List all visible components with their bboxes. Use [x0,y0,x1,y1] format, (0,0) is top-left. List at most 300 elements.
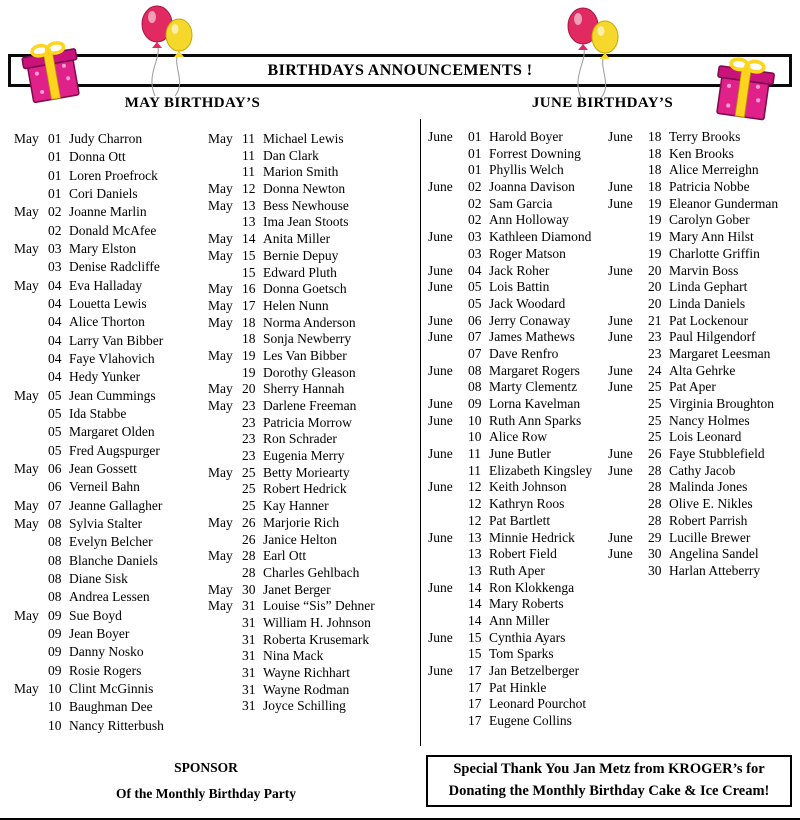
day-label: 23 [242,431,256,447]
may-birthdays-column-1 [14,131,206,736]
name-label: Roberta Krusemark [263,631,370,647]
birthday-row [208,281,416,298]
birthday-row [14,369,206,387]
birthday-row [428,279,606,296]
day-label: 06 [48,479,62,495]
birthday-row [208,648,416,665]
name-label: Loren Proefrock [69,167,158,183]
day-label: 19 [242,364,256,380]
birthday-row [608,162,794,179]
month-label: June [608,462,633,478]
birthday-row [608,179,794,196]
day-label: 12 [468,512,482,528]
name-label: Marjorie Rich [263,514,340,530]
name-label: Jeanne Gallagher [69,497,163,513]
name-label: Alice Row [489,429,548,445]
name-label: Sylvia Stalter [69,515,143,531]
month-label: June [428,529,453,545]
day-label: 09 [468,396,482,411]
day-label: 04 [48,277,62,293]
day-label: 10 [468,412,482,428]
birthday-row [208,465,416,482]
day-label: 26 [648,446,662,462]
month-label: May [14,460,39,476]
birthday-row [14,278,206,296]
birthday-row [428,680,606,697]
birthday-row [428,530,606,547]
day-label: 19 [648,229,662,245]
sponsor-title: SPONSOR [174,760,238,775]
day-label: 05 [468,279,482,295]
birthday-row [428,146,606,163]
birthday-row [14,204,206,222]
month-label: June [428,129,453,144]
name-label: Joanne Marlin [69,204,147,220]
birthday-row [428,179,606,196]
birthday-row [14,443,206,461]
birthday-row [208,148,416,165]
birthday-row [428,563,606,580]
birthday-row [608,296,794,313]
month-label: June [428,412,453,428]
birthday-row [608,329,794,346]
june-birthdays-column-1 [428,129,606,730]
month-label: June [608,546,633,562]
month-label: June [428,329,453,345]
birthday-row [428,363,606,380]
name-label: Margaret Rogers [489,362,580,378]
name-label: Jerry Conaway [489,312,571,328]
birthday-row [208,381,416,398]
name-label: Jack Roher [489,262,550,278]
day-label: 19 [648,195,662,211]
day-label: 25 [648,429,662,445]
birthday-row [208,532,416,549]
birthday-row [608,263,794,280]
name-label: Pat Bartlett [489,512,551,528]
month-label: May [208,247,233,263]
name-label: Eugenia Merry [263,448,345,464]
day-label: 11 [468,446,481,462]
birthday-row [14,699,206,717]
day-label: 08 [48,570,62,586]
name-label: Michael Lewis [263,131,344,146]
day-label: 01 [48,131,62,146]
birthday-row [14,589,206,607]
birthday-row [608,279,794,296]
name-label: Denise Radcliffe [69,259,160,275]
name-label: Kathryn Roos [489,496,565,512]
birthday-row [428,413,606,430]
name-label: Janice Helton [263,531,337,547]
month-label: June [428,262,453,278]
birthday-row [428,546,606,563]
name-label: Virginia Broughton [669,396,775,411]
month-label: June [608,362,633,378]
sponsor-subtitle: Of the Monthly Birthday Party [116,786,296,801]
birthday-row [428,313,606,330]
day-label: 31 [242,598,256,614]
birthday-row [608,396,794,413]
name-label: Anita Miller [263,231,331,247]
month-label: May [14,607,39,623]
name-label: Phyllis Welch [489,162,564,178]
day-label: 30 [648,546,662,562]
day-label: 11 [242,147,255,163]
day-label: 17 [468,679,482,695]
day-label: 13 [468,546,482,562]
day-label: 01 [468,162,482,178]
name-label: Sonja Newberry [263,331,352,347]
day-label: 01 [468,129,482,144]
name-label: Mary Elston [69,240,137,256]
name-label: Jack Woodard [489,295,566,311]
name-label: Betty Moriearty [263,464,350,480]
day-label: 19 [648,212,662,228]
month-label: May [208,381,233,397]
day-label: 18 [242,314,256,330]
day-label: 31 [242,665,256,680]
name-label: Eugene Collins [489,713,572,729]
day-label: 03 [468,229,482,245]
name-label: Alice Merreighn [669,162,759,178]
day-label: 18 [242,331,256,347]
birthday-row [14,681,206,699]
page-title: BIRTHDAYS ANNOUNCEMENTS ! [267,61,533,79]
birthday-row [428,396,606,413]
birthday-row [428,446,606,463]
day-label: 17 [242,297,256,313]
month-label: May [208,548,233,564]
month-label: June [608,446,633,462]
thank-you-line1: Special Thank You Jan Metz from KROGER’s for [453,761,765,778]
name-label: Marty Clementz [489,379,578,395]
month-label: May [14,204,39,220]
month-label: May [208,398,233,413]
name-label: Lucille Brewer [669,529,751,545]
name-label: Ron Schrader [263,431,337,447]
name-label: Kathleen Diamond [489,229,592,245]
name-label: Helen Nunn [263,297,329,313]
day-label: 08 [48,552,62,568]
day-label: 10 [468,429,482,445]
june-birthdays-column-2 [608,129,794,580]
day-label: 04 [48,314,62,330]
name-label: Blanche Daniels [69,552,158,568]
day-label: 10 [48,717,62,733]
month-label: May [208,197,233,213]
name-label: Pat Aper [669,379,716,395]
name-label: Roger Matson [489,245,566,261]
birthday-row [14,626,206,644]
month-label: May [208,297,233,313]
name-label: Paul Hilgendorf [669,329,756,345]
birthday-row [208,431,416,448]
name-label: Ida Stabbe [69,405,127,421]
month-label: June [428,312,453,328]
day-label: 16 [242,281,256,297]
day-label: 11 [242,164,255,180]
name-label: Ima Jean Stoots [263,214,349,230]
day-label: 31 [242,648,256,664]
name-label: Wayne Richhart [263,665,351,680]
birthday-row [14,333,206,351]
birthday-row [14,406,206,424]
birthday-row [208,298,416,315]
birthday-row [208,548,416,565]
day-label: 31 [242,681,256,697]
birthday-row [208,415,416,432]
name-label: Malinda Jones [669,479,748,495]
day-label: 01 [468,145,482,161]
birthday-row [208,248,416,265]
june-section-heading: JUNE BIRTHDAY’S [531,95,674,111]
name-label: Jean Cummings [69,387,156,403]
name-label: Faye Vlahovich [69,350,155,366]
birthday-row [14,149,206,167]
month-label: May [208,598,233,614]
month-label: May [208,314,233,330]
day-label: 07 [468,345,482,361]
birthday-row [428,479,606,496]
month-label: May [208,281,233,297]
announcements-banner [8,54,792,87]
day-label: 15 [242,247,256,263]
day-label: 13 [468,529,482,545]
month-label: June [428,179,453,195]
birthday-row [608,563,794,580]
birthday-row [14,534,206,552]
birthday-row [14,223,206,241]
birthday-row [428,663,606,680]
name-label: Marion Smith [263,164,339,180]
name-label: Harlan Atteberry [669,562,761,578]
day-label: 14 [468,612,482,628]
birthday-row [208,265,416,282]
name-label: Leonard Pourchot [489,696,587,712]
birthday-row [208,198,416,215]
day-label: 14 [468,579,482,595]
month-label: June [428,446,453,462]
day-label: 09 [48,625,62,641]
day-label: 04 [48,350,62,366]
day-label: 31 [242,614,256,630]
name-label: Danny Nosko [69,644,144,660]
name-label: Rosie Rogers [69,662,142,678]
may-section-heading: MAY BIRTHDAY’S [124,95,261,111]
day-label: 19 [242,347,256,363]
day-label: 28 [242,564,256,580]
day-label: 26 [242,531,256,547]
name-label: Linda Gephart [669,279,748,295]
name-label: Angelina Sandel [669,546,759,562]
day-label: 03 [468,245,482,261]
name-label: Joyce Schilling [263,698,346,714]
day-label: 28 [648,479,662,495]
name-label: Ann Miller [489,612,550,628]
thank-you-box [426,755,792,807]
day-label: 17 [468,663,482,678]
name-label: Dan Clark [263,147,319,163]
day-label: 11 [242,131,255,146]
name-label: Margaret Olden [69,424,155,440]
name-label: Mary Roberts [489,596,564,612]
birthday-row [208,131,416,148]
day-label: 07 [48,497,62,513]
day-label: 14 [468,596,482,612]
day-label: 25 [648,412,662,428]
name-label: Edward Pluth [263,264,337,280]
birthday-row [14,479,206,497]
name-label: Margaret Leesman [669,345,771,361]
day-label: 17 [468,713,482,729]
name-label: Dorothy Gleason [263,364,356,380]
birthday-row [428,129,606,146]
name-label: Hedy Yunker [69,369,141,385]
month-label: May [208,347,233,363]
birthday-row [608,313,794,330]
day-label: 02 [48,222,62,238]
month-label: June [608,195,633,211]
day-label: 03 [48,240,62,256]
name-label: Diane Sisk [69,570,128,586]
birthday-row [428,496,606,513]
name-label: Wayne Rodman [263,681,350,697]
birthday-row [14,351,206,369]
birthday-row [208,515,416,532]
day-label: 25 [648,379,662,395]
day-label: 28 [648,512,662,528]
birthday-row [208,698,416,715]
month-label: May [14,497,39,513]
name-label: Nancy Ritterbush [69,717,164,733]
month-label: June [428,663,453,678]
day-label: 05 [48,405,62,421]
name-label: Lois Battin [489,279,550,295]
birthday-row [428,379,606,396]
name-label: Jean Gossett [69,460,137,476]
day-label: 18 [648,145,662,161]
name-label: Mary Ann Hilst [669,229,754,245]
day-label: 01 [48,167,62,183]
name-label: Cathy Jacob [669,462,736,478]
birthday-row [428,263,606,280]
birthday-row [208,448,416,465]
day-label: 05 [48,387,62,403]
day-label: 11 [468,462,481,478]
day-label: 03 [48,259,62,275]
day-label: 18 [648,129,662,144]
day-label: 13 [242,197,256,213]
month-label: May [208,231,233,247]
name-label: Darlene Freeman [263,398,357,413]
name-label: Charles Gehlbach [263,564,360,580]
birthday-row [428,212,606,229]
name-label: Charlotte Griffin [669,245,760,261]
name-label: June Butler [489,446,551,462]
day-label: 30 [648,562,662,578]
birthday-row [608,463,794,480]
birthday-row [608,429,794,446]
birthday-row [428,713,606,730]
name-label: Verneil Bahn [69,479,140,495]
birthday-row [428,196,606,213]
day-label: 10 [48,699,62,715]
day-label: 20 [648,262,662,278]
month-label: May [14,515,39,531]
day-label: 15 [468,646,482,662]
day-label: 12 [468,496,482,512]
month-label: June [428,479,453,495]
day-label: 20 [648,279,662,295]
month-label: May [208,464,233,480]
birthday-row [14,644,206,662]
birthday-row [428,429,606,446]
birthday-row [208,682,416,699]
birthday-row [208,331,416,348]
month-label: June [428,629,453,645]
birthday-row [428,513,606,530]
birthday-row [428,463,606,480]
birthday-row [208,665,416,682]
day-label: 13 [468,562,482,578]
birthday-row [428,229,606,246]
birthday-row [14,314,206,332]
birthday-row [208,214,416,231]
day-label: 20 [648,295,662,311]
birthday-row [428,596,606,613]
thank-you-line2: Donating the Monthly Birthday Cake & Ice Cream! [448,783,770,799]
birthday-row [428,696,606,713]
day-label: 23 [648,329,662,345]
birthday-row [428,580,606,597]
birthday-row [608,546,794,563]
name-label: Faye Stubblefield [669,446,765,462]
day-label: 04 [48,332,62,348]
day-label: 05 [48,424,62,440]
day-label: 15 [468,629,482,645]
birthday-row [608,413,794,430]
name-label: Patricia Morrow [263,414,352,430]
day-label: 23 [648,345,662,361]
name-label: Donna Newton [263,181,346,197]
birthday-row [428,346,606,363]
month-label: May [208,514,233,530]
day-label: 05 [48,442,62,458]
month-label: June [608,529,633,545]
name-label: Clint McGinnis [69,680,154,696]
day-label: 08 [48,589,62,605]
day-label: 19 [648,245,662,261]
birthday-row [428,646,606,663]
month-label: May [14,131,39,146]
birthday-row [428,162,606,179]
month-label: June [428,579,453,595]
name-label: Cynthia Ayars [489,629,566,645]
name-label: Sam Garcia [489,195,553,211]
name-label: Elizabeth Kingsley [489,462,593,478]
day-label: 02 [48,204,62,220]
birthday-row [608,129,794,146]
name-label: Ann Holloway [489,212,569,228]
birthday-row [208,181,416,198]
name-label: Larry Van Bibber [69,332,164,348]
name-label: Bess Newhouse [263,197,349,213]
birthday-row [14,718,206,736]
day-label: 13 [242,214,256,230]
birthday-row [208,398,416,415]
name-label: Andrea Lessen [69,589,150,605]
